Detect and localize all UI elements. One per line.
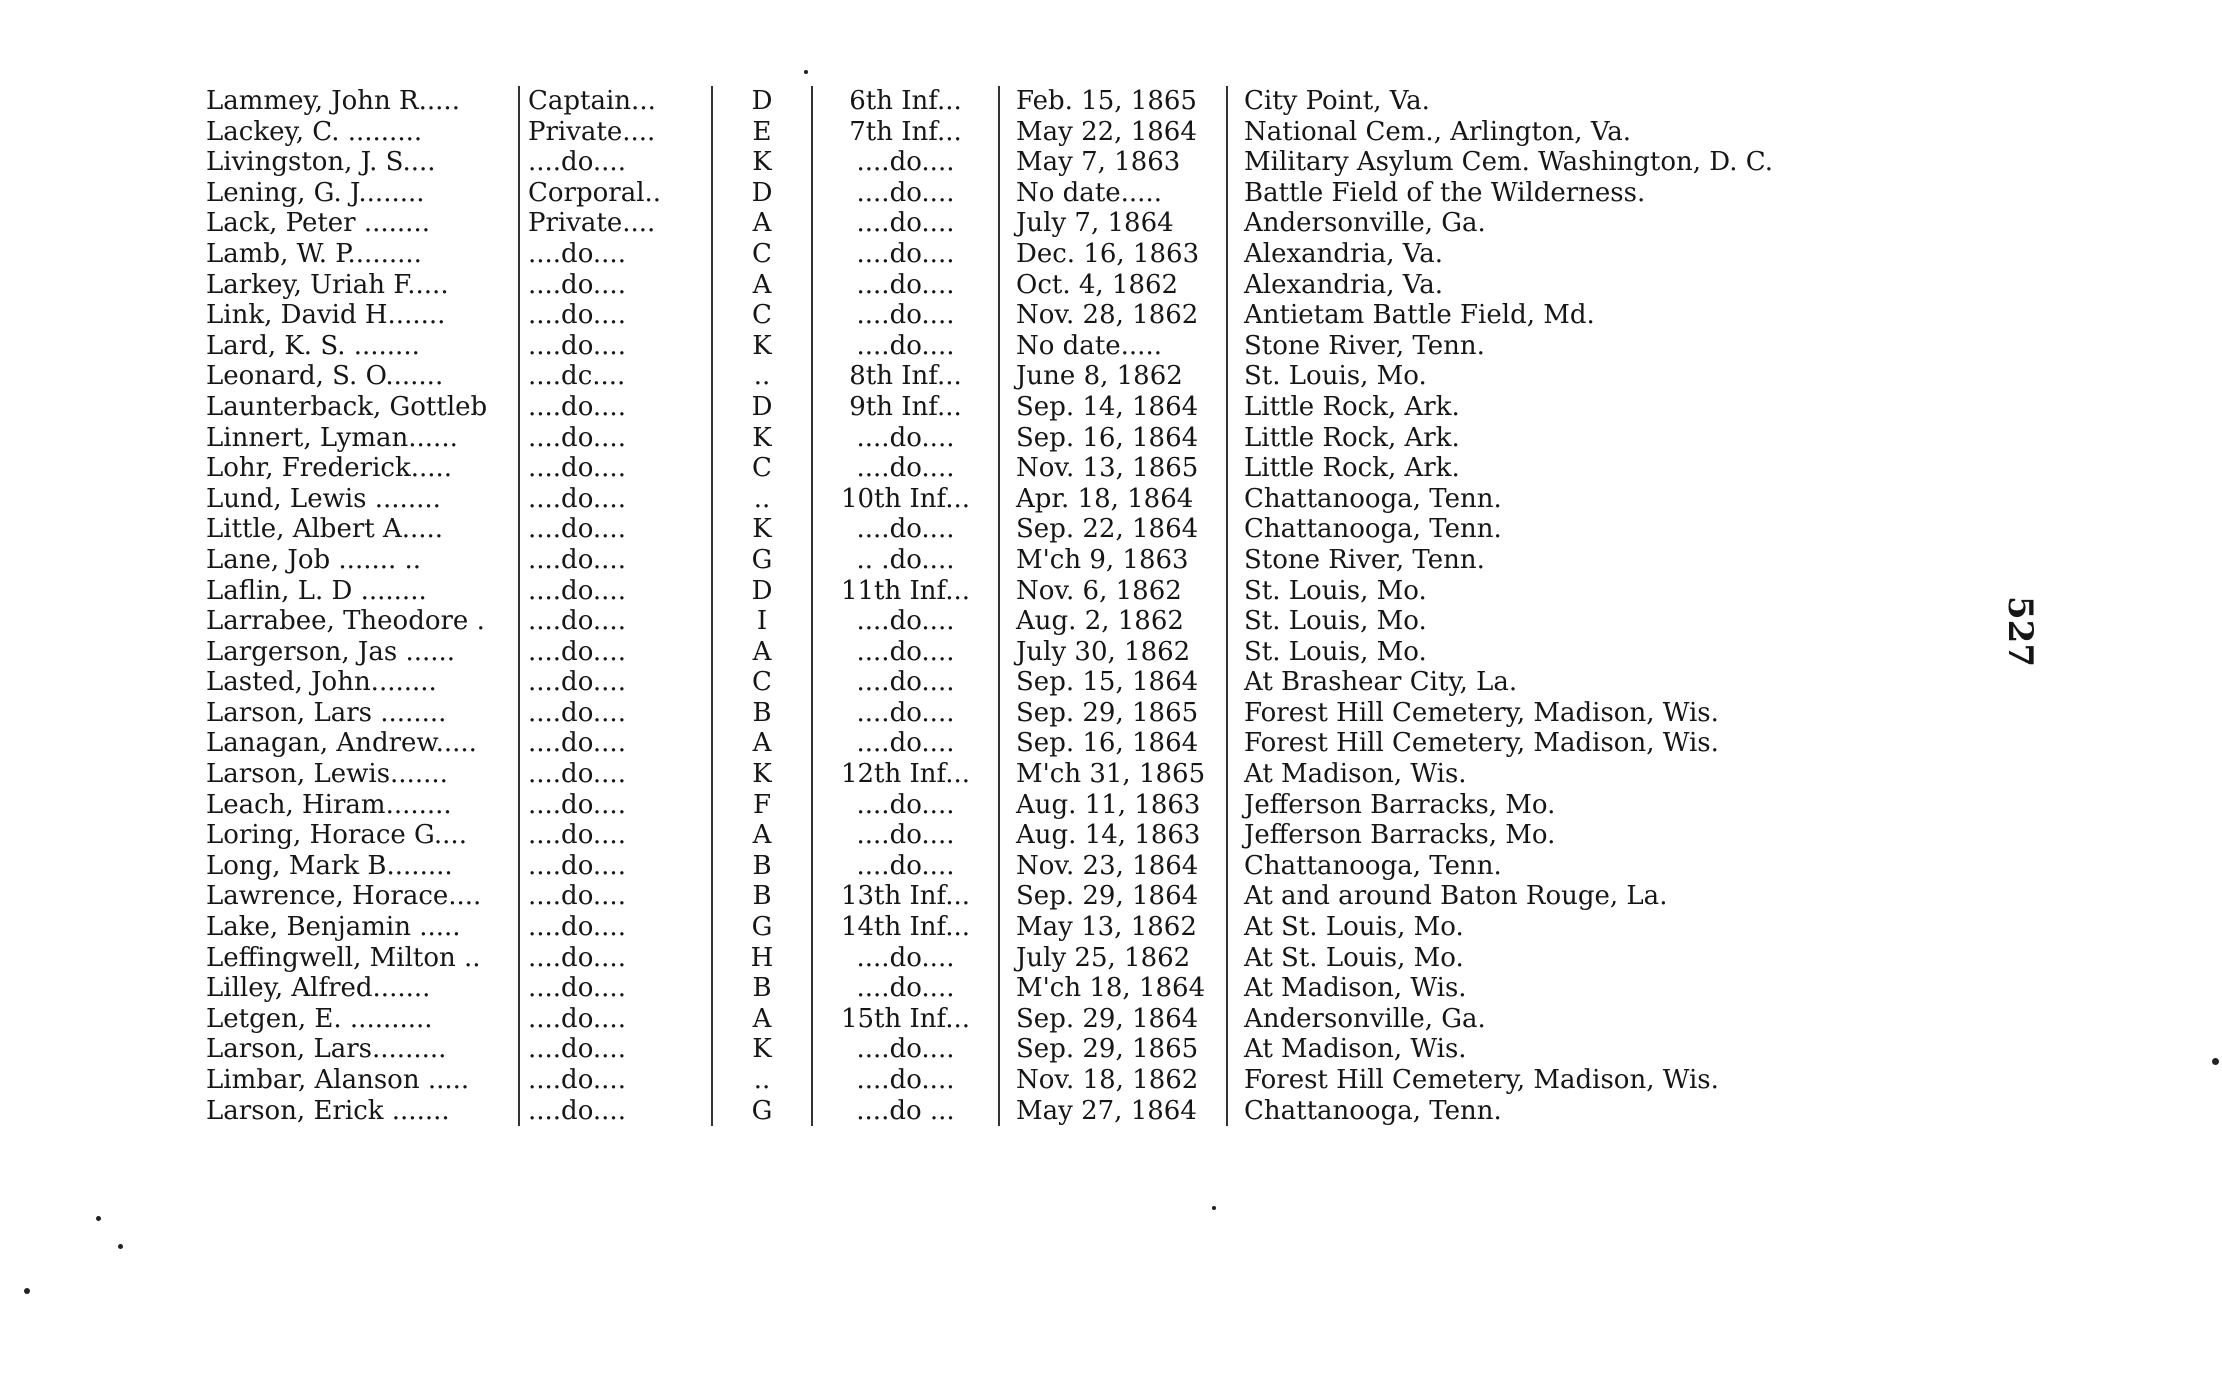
regiment-cell: ....do.... [812, 973, 999, 1004]
company-cell: K [712, 423, 812, 454]
regiment-cell: ....do.... [812, 208, 999, 239]
table-row [200, 147, 1884, 178]
burial-place-cell: Forest Hill Cemetery, Madison, Wis. [1227, 1065, 1884, 1096]
rank-cell: ....do.... [519, 606, 712, 637]
rank-cell: ....do.... [519, 759, 712, 790]
burial-place-cell: At Brashear City, La. [1227, 667, 1884, 698]
date-of-death-cell: Sep. 16, 1864 [999, 423, 1227, 454]
regiment-cell: ....do.... [812, 1065, 999, 1096]
rank-cell: Captain... [519, 86, 712, 117]
soldier-name-cell: Link, David H....... [206, 300, 446, 331]
company-cell: .. [712, 484, 812, 515]
soldier-name-cell: Leonard, S. O....... [206, 361, 444, 392]
soldier-name-cell: Launterback, Gottleb [206, 391, 488, 422]
date-of-death-cell: Nov. 18, 1862 [999, 1065, 1227, 1096]
burial-place-cell: St. Louis, Mo. [1227, 637, 1884, 668]
burial-place-cell: St. Louis, Mo. [1227, 576, 1884, 607]
burial-place-cell: At and around Baton Rouge, La. [1227, 881, 1884, 912]
company-cell: D [712, 576, 812, 607]
date-of-death-cell: M'ch 31, 1865 [999, 759, 1227, 790]
regiment-cell: 11th Inf... [812, 576, 999, 607]
table-row [200, 851, 1884, 882]
ink-speck [118, 1244, 123, 1249]
regiment-cell: ....do.... [812, 423, 999, 454]
regiment-cell: ....do.... [812, 331, 999, 362]
date-of-death-cell: Nov. 28, 1862 [999, 300, 1227, 331]
table-row [200, 208, 1884, 239]
regiment-cell: ....do.... [812, 698, 999, 729]
table-row [200, 698, 1884, 729]
burial-place-cell: National Cem., Arlington, Va. [1227, 117, 1884, 148]
burial-place-cell: City Point, Va. [1227, 86, 1884, 117]
burial-place-cell: Little Rock, Ark. [1227, 423, 1884, 454]
regiment-cell: ....do.... [812, 851, 999, 882]
company-cell: E [712, 117, 812, 148]
table-row [200, 790, 1884, 821]
table-row [200, 178, 1884, 209]
date-of-death-cell: Sep. 16, 1864 [999, 728, 1227, 759]
company-cell: A [712, 637, 812, 668]
soldier-name-cell: Linnert, Lyman...... [206, 422, 458, 453]
rank-cell: ....do.... [519, 484, 712, 515]
soldier-name-cell: Lening, G. J........ [206, 177, 425, 208]
company-cell: C [712, 239, 812, 270]
regiment-cell: 13th Inf... [812, 881, 999, 912]
rank-cell: ....do.... [519, 1096, 712, 1127]
company-cell: G [712, 545, 812, 576]
rank-cell: Private.... [519, 117, 712, 148]
regiment-cell: ....do.... [812, 667, 999, 698]
burial-place-cell: Chattanooga, Tenn. [1227, 1096, 1884, 1127]
rank-cell: ....do.... [519, 270, 712, 301]
company-cell: I [712, 606, 812, 637]
company-cell: B [712, 881, 812, 912]
burial-place-cell: Forest Hill Cemetery, Madison, Wis. [1227, 698, 1884, 729]
rank-cell: ....do.... [519, 239, 712, 270]
table-row [200, 361, 1884, 392]
burial-place-cell: Stone River, Tenn. [1227, 545, 1884, 576]
rank-cell: ....do.... [519, 545, 712, 576]
soldier-name-cell: Largerson, Jas ...... [206, 636, 456, 667]
burial-place-cell: At Madison, Wis. [1227, 973, 1884, 1004]
table-row [200, 545, 1884, 576]
regiment-cell: ....do.... [812, 790, 999, 821]
regiment-cell: ....do.... [812, 637, 999, 668]
burial-place-cell: Stone River, Tenn. [1227, 331, 1884, 362]
date-of-death-cell: M'ch 18, 1864 [999, 973, 1227, 1004]
table-row [200, 239, 1884, 270]
rank-cell: ....do.... [519, 514, 712, 545]
regiment-cell: 10th Inf... [812, 484, 999, 515]
date-of-death-cell: Sep. 22, 1864 [999, 514, 1227, 545]
company-cell: K [712, 147, 812, 178]
date-of-death-cell: Sep. 29, 1864 [999, 881, 1227, 912]
burial-place-cell: Andersonville, Ga. [1227, 1004, 1884, 1035]
date-of-death-cell: No date..... [999, 331, 1227, 362]
rank-cell: Private.... [519, 208, 712, 239]
company-cell: A [712, 270, 812, 301]
ink-speck [24, 1288, 30, 1294]
roster-body [200, 86, 1884, 1126]
company-cell: B [712, 698, 812, 729]
soldier-name-cell: Little, Albert A..... [206, 514, 444, 545]
soldier-name-cell: Loring, Horace G.... [206, 820, 467, 851]
company-cell: H [712, 943, 812, 974]
soldier-name-cell: Lane, Job ....... .. [206, 544, 422, 575]
rank-cell: ....do.... [519, 300, 712, 331]
regiment-cell: 12th Inf... [812, 759, 999, 790]
date-of-death-cell: Nov. 23, 1864 [999, 851, 1227, 882]
company-cell: D [712, 392, 812, 423]
date-of-death-cell: Nov. 6, 1862 [999, 576, 1227, 607]
burial-place-cell: Chattanooga, Tenn. [1227, 851, 1884, 882]
date-of-death-cell: Sep. 29, 1864 [999, 1004, 1227, 1035]
burial-roster-table [200, 86, 1884, 1126]
soldier-name-cell: Lackey, C. ......... [206, 116, 423, 147]
ink-speck [804, 70, 808, 74]
date-of-death-cell: Sep. 14, 1864 [999, 392, 1227, 423]
soldier-name-cell: Lamb, W. P......... [206, 238, 422, 269]
regiment-cell: ....do.... [812, 1034, 999, 1065]
rank-cell: ....do.... [519, 1004, 712, 1035]
soldier-name-cell: Larkey, Uriah F..... [206, 269, 449, 300]
company-cell: B [712, 851, 812, 882]
burial-place-cell: Battle Field of the Wilderness. [1227, 178, 1884, 209]
rank-cell: ....do.... [519, 973, 712, 1004]
company-cell: K [712, 331, 812, 362]
soldier-name-cell: Letgen, E. .......... [206, 1003, 433, 1034]
burial-place-cell: Andersonville, Ga. [1227, 208, 1884, 239]
soldier-name-cell: Lake, Benjamin ..... [206, 912, 461, 943]
regiment-cell: ....do.... [812, 820, 999, 851]
date-of-death-cell: May 13, 1862 [999, 912, 1227, 943]
soldier-name-cell: Larrabee, Theodore . [206, 606, 485, 637]
rank-cell: ....do.... [519, 943, 712, 974]
regiment-cell: ....do.... [812, 728, 999, 759]
rank-cell: ....do.... [519, 576, 712, 607]
soldier-name-cell: Larson, Lewis....... [206, 759, 448, 790]
rank-cell: ....do.... [519, 698, 712, 729]
company-cell: K [712, 514, 812, 545]
regiment-cell: 15th Inf... [812, 1004, 999, 1035]
date-of-death-cell: Aug. 2, 1862 [999, 606, 1227, 637]
table-row [200, 1034, 1884, 1065]
soldier-name-cell: Larson, Lars ........ [206, 697, 447, 728]
company-cell: C [712, 667, 812, 698]
soldier-name-cell: Livingston, J. S.... [206, 147, 436, 178]
rank-cell: ....do.... [519, 790, 712, 821]
ink-speck [96, 1216, 101, 1221]
date-of-death-cell: July 30, 1862 [999, 637, 1227, 668]
page-number: 527 [2000, 596, 2040, 667]
date-of-death-cell: M'ch 9, 1863 [999, 545, 1227, 576]
date-of-death-cell: No date..... [999, 178, 1227, 209]
company-cell: A [712, 1004, 812, 1035]
table-row [200, 759, 1884, 790]
table-row [200, 943, 1884, 974]
regiment-cell: 9th Inf... [812, 392, 999, 423]
soldier-name-cell: Larson, Erick ....... [206, 1095, 450, 1126]
soldier-name-cell: Larson, Lars......... [206, 1034, 447, 1065]
date-of-death-cell: Sep. 29, 1865 [999, 698, 1227, 729]
ink-speck [2212, 1058, 2219, 1065]
date-of-death-cell: Feb. 15, 1865 [999, 86, 1227, 117]
company-cell: .. [712, 1065, 812, 1096]
regiment-cell: ....do.... [812, 300, 999, 331]
regiment-cell: 7th Inf... [812, 117, 999, 148]
rank-cell: ....do.... [519, 1034, 712, 1065]
table-row [200, 453, 1884, 484]
burial-place-cell: At St. Louis, Mo. [1227, 943, 1884, 974]
date-of-death-cell: June 8, 1862 [999, 361, 1227, 392]
burial-place-cell: Alexandria, Va. [1227, 239, 1884, 270]
burial-place-cell: Jefferson Barracks, Mo. [1227, 790, 1884, 821]
burial-place-cell: St. Louis, Mo. [1227, 606, 1884, 637]
table-row [200, 820, 1884, 851]
regiment-cell: ....do.... [812, 606, 999, 637]
date-of-death-cell: Sep. 15, 1864 [999, 667, 1227, 698]
regiment-cell: ....do.... [812, 178, 999, 209]
burial-place-cell: At Madison, Wis. [1227, 1034, 1884, 1065]
soldier-name-cell: Lilley, Alfred....... [206, 973, 431, 1004]
table-row [200, 667, 1884, 698]
rank-cell: ....dc.... [519, 361, 712, 392]
table-row [200, 1096, 1884, 1127]
date-of-death-cell: Sep. 29, 1865 [999, 1034, 1227, 1065]
company-cell: A [712, 820, 812, 851]
rank-cell: ....do.... [519, 820, 712, 851]
rank-cell: ....do.... [519, 667, 712, 698]
table-row [200, 637, 1884, 668]
table-row [200, 86, 1884, 117]
table-row [200, 300, 1884, 331]
date-of-death-cell: Apr. 18, 1864 [999, 484, 1227, 515]
company-cell: A [712, 728, 812, 759]
company-cell: A [712, 208, 812, 239]
table-row [200, 392, 1884, 423]
table-row [200, 881, 1884, 912]
date-of-death-cell: Oct. 4, 1862 [999, 270, 1227, 301]
table-row [200, 270, 1884, 301]
company-cell: D [712, 86, 812, 117]
table-row [200, 728, 1884, 759]
regiment-cell: ....do ... [812, 1096, 999, 1127]
soldier-name-cell: Limbar, Alanson ..... [206, 1065, 470, 1095]
table-row [200, 331, 1884, 362]
burial-place-cell: Military Asylum Cem. Washington, D. C. [1227, 147, 1884, 178]
soldier-name-cell: Lund, Lewis ........ [206, 483, 441, 514]
regiment-cell: ....do.... [812, 239, 999, 270]
rank-cell: ....do.... [519, 912, 712, 943]
soldier-name-cell: Lack, Peter ........ [206, 208, 430, 239]
soldier-name-cell: Lawrence, Horace.... [206, 881, 482, 912]
table-row [200, 576, 1884, 607]
soldier-name-cell: Laflin, L. D ........ [206, 575, 427, 606]
burial-place-cell: Chattanooga, Tenn. [1227, 514, 1884, 545]
date-of-death-cell: May 7, 1863 [999, 147, 1227, 178]
table-row [200, 117, 1884, 148]
burial-place-cell: St. Louis, Mo. [1227, 361, 1884, 392]
table-row [200, 606, 1884, 637]
rank-cell: ....do.... [519, 331, 712, 362]
soldier-name-cell: Lasted, John........ [206, 667, 437, 698]
soldier-name-cell: Long, Mark B........ [206, 850, 453, 881]
date-of-death-cell: July 7, 1864 [999, 208, 1227, 239]
rank-cell: ....do.... [519, 147, 712, 178]
rank-cell: ....do.... [519, 1065, 712, 1096]
ink-speck [1212, 1206, 1216, 1210]
date-of-death-cell: Nov. 13, 1865 [999, 453, 1227, 484]
date-of-death-cell: May 22, 1864 [999, 117, 1227, 148]
regiment-cell: ....do.... [812, 147, 999, 178]
company-cell: D [712, 178, 812, 209]
table-row [200, 973, 1884, 1004]
date-of-death-cell: July 25, 1862 [999, 943, 1227, 974]
burial-place-cell: At St. Louis, Mo. [1227, 912, 1884, 943]
regiment-cell: 14th Inf... [812, 912, 999, 943]
regiment-cell: .. .do.... [812, 545, 999, 576]
soldier-name-cell: Leach, Hiram........ [206, 789, 452, 820]
company-cell: G [712, 912, 812, 943]
rank-cell: ....do.... [519, 392, 712, 423]
burial-place-cell: Forest Hill Cemetery, Madison, Wis. [1227, 728, 1884, 759]
date-of-death-cell: Aug. 14, 1863 [999, 820, 1227, 851]
date-of-death-cell: May 27, 1864 [999, 1096, 1227, 1127]
burial-place-cell: Jefferson Barracks, Mo. [1227, 820, 1884, 851]
regiment-cell: 6th Inf... [812, 86, 999, 117]
regiment-cell: 8th Inf... [812, 361, 999, 392]
burial-place-cell: Antietam Battle Field, Md. [1227, 300, 1884, 331]
soldier-name-cell: Lanagan, Andrew..... [206, 728, 477, 759]
table-row [200, 514, 1884, 545]
soldier-name-cell: Lammey, John R..... [206, 86, 460, 116]
soldier-name-cell: Leffingwell, Milton .. [206, 942, 481, 973]
table-row [200, 1065, 1884, 1096]
company-cell: K [712, 759, 812, 790]
regiment-cell: ....do.... [812, 453, 999, 484]
date-of-death-cell: Aug. 11, 1863 [999, 790, 1227, 821]
company-cell: C [712, 453, 812, 484]
rank-cell: ....do.... [519, 453, 712, 484]
burial-place-cell: Chattanooga, Tenn. [1227, 484, 1884, 515]
table-row [200, 484, 1884, 515]
rank-cell: Corporal.. [519, 178, 712, 209]
table-row [200, 423, 1884, 454]
rank-cell: ....do.... [519, 881, 712, 912]
date-of-death-cell: Dec. 16, 1863 [999, 239, 1227, 270]
rank-cell: ....do.... [519, 728, 712, 759]
regiment-cell: ....do.... [812, 514, 999, 545]
soldier-name-cell: Lohr, Frederick..... [206, 453, 453, 484]
regiment-cell: ....do.... [812, 270, 999, 301]
soldier-name-cell: Lard, K. S. ........ [206, 330, 420, 361]
table-row [200, 912, 1884, 943]
burial-place-cell: At Madison, Wis. [1227, 759, 1884, 790]
regiment-cell: ....do.... [812, 943, 999, 974]
table-row [200, 1004, 1884, 1035]
rank-cell: ....do.... [519, 637, 712, 668]
company-cell: G [712, 1096, 812, 1127]
company-cell: K [712, 1034, 812, 1065]
rank-cell: ....do.... [519, 423, 712, 454]
company-cell: C [712, 300, 812, 331]
company-cell: B [712, 973, 812, 1004]
burial-place-cell: Alexandria, Va. [1227, 270, 1884, 301]
rank-cell: ....do.... [519, 851, 712, 882]
burial-place-cell: Little Rock, Ark. [1227, 392, 1884, 423]
burial-place-cell: Little Rock, Ark. [1227, 453, 1884, 484]
company-cell: .. [712, 361, 812, 392]
company-cell: F [712, 790, 812, 821]
